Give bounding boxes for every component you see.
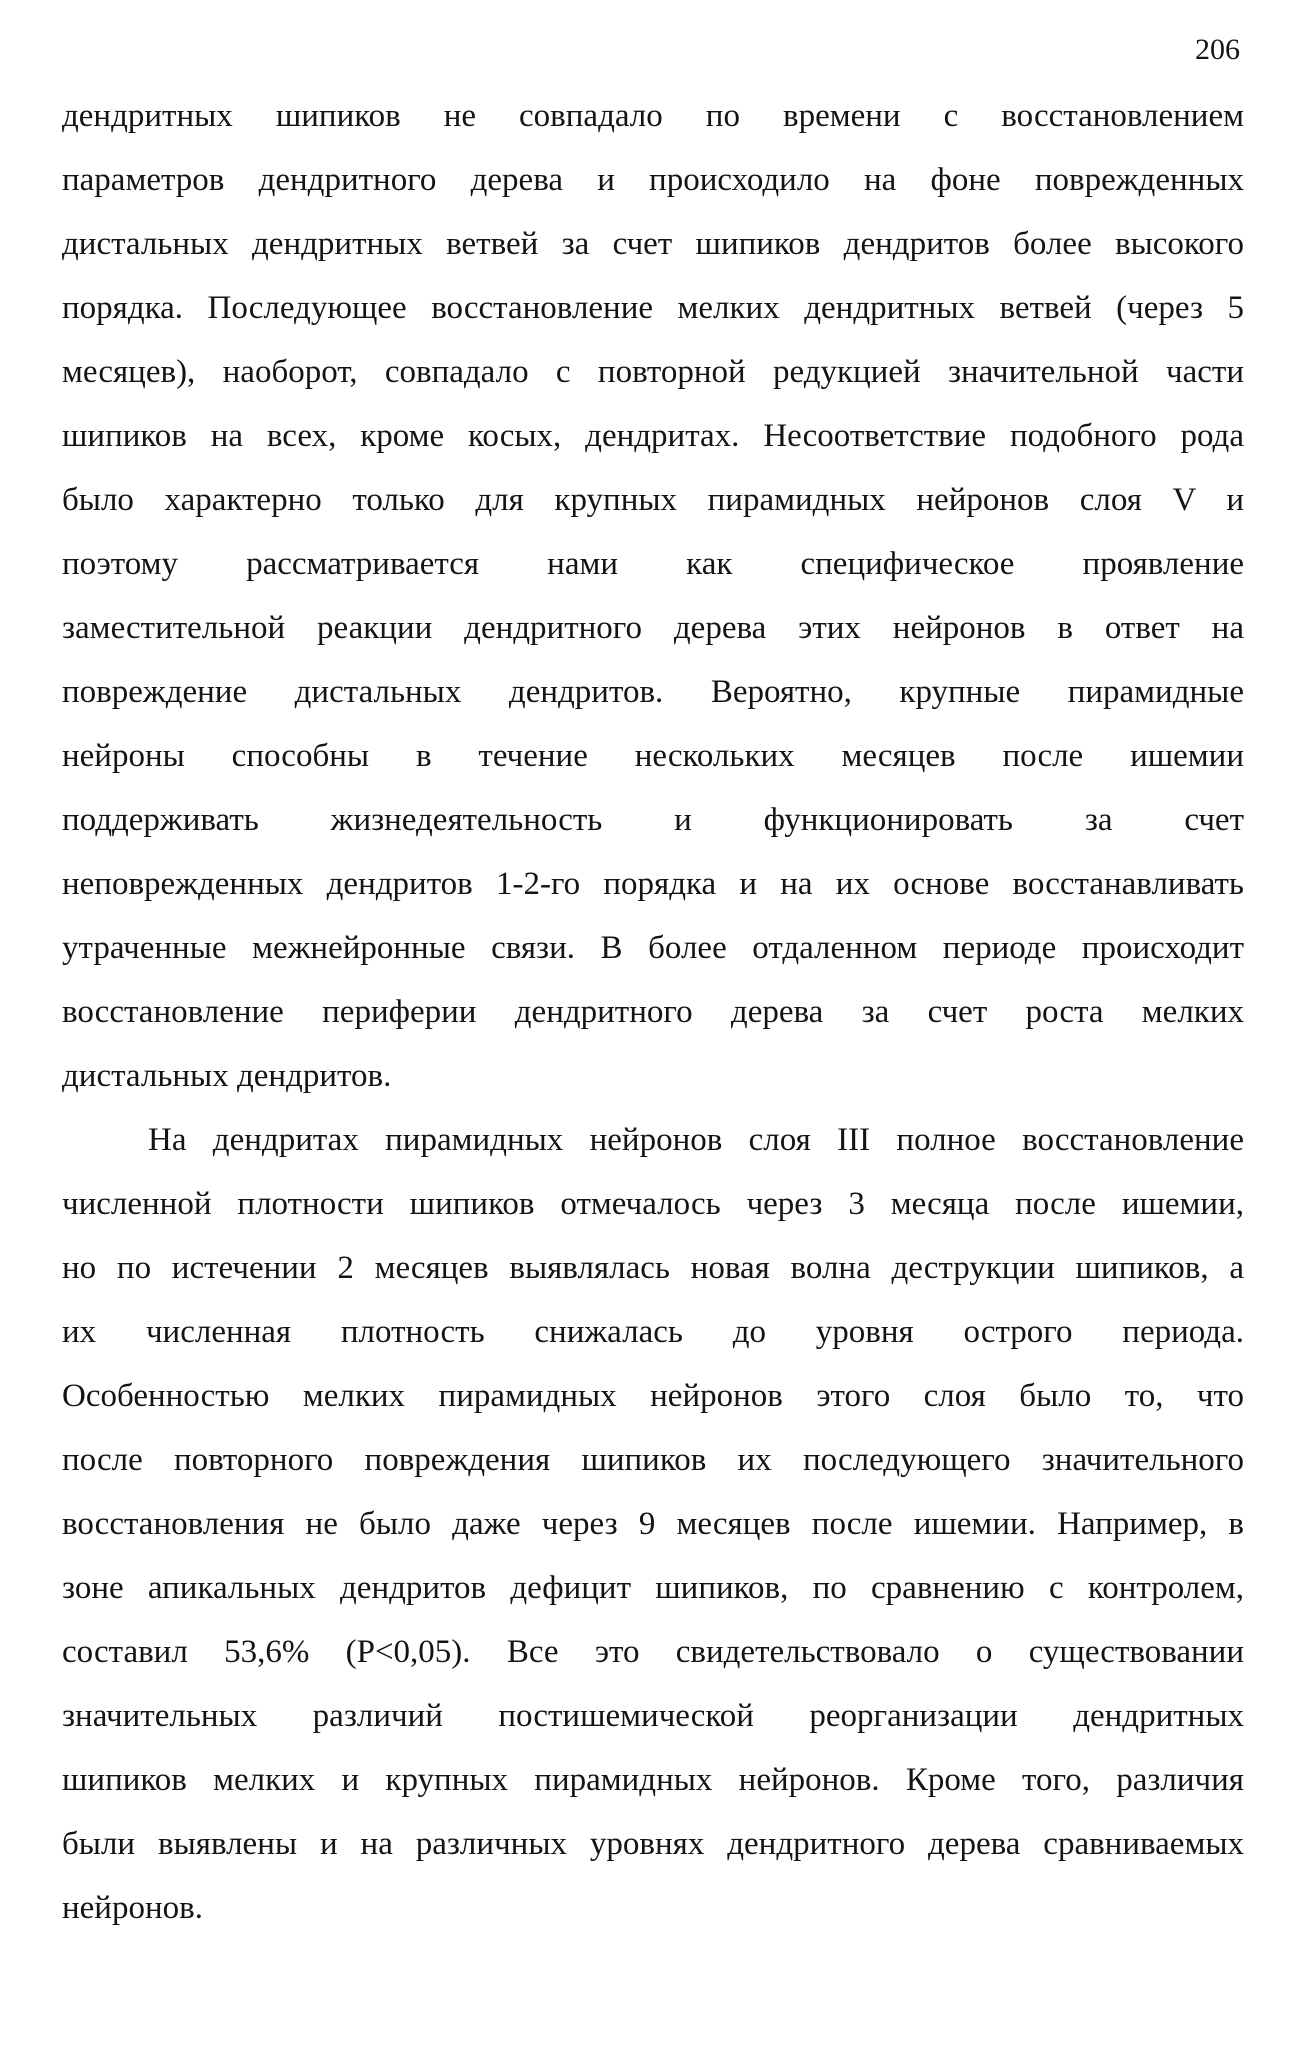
text-line: численной плотности шипиков отмечалось через 3 месяца после ишемии, [62,1186,1244,1222]
text-line: их численная плотность снижалась до уровня острого периода. [62,1314,1244,1350]
text-line: нейроны способны в течение нескольких месяцев после ишемии [62,738,1244,774]
text-line: дистальных дендритов. [62,1058,392,1094]
text-line: после повторного повреждения шипиков их последующего значительного [62,1442,1244,1478]
text-line: шипиков на всех, кроме косых, дендритах. Несоответствие подобного рода [62,418,1244,454]
text-line: месяцев), наоборот, совпадало с повторной редукцией значительной части [62,354,1244,390]
text-line: нейронов. [62,1890,203,1926]
paragraph-first-line: На дендритах пирамидных нейронов слоя III полное восстановление [148,1122,1244,1158]
text-line: шипиков мелких и крупных пирамидных нейронов. Кроме того, различия [62,1762,1244,1798]
text-line: утраченные межнейронные связи. В более отдаленном периоде происходит [62,930,1244,966]
text-line: неповрежденных дендритов 1-2-го порядка и на их основе восстанавливать [62,866,1244,902]
text-line: дистальных дендритных ветвей за счет шипиков дендритов более высокого [62,226,1244,262]
text-line: Особенностью мелких пирамидных нейронов этого слоя было то, что [62,1378,1244,1414]
text-line: составил 53,6% (P<0,05). Все это свидетельствовало о существовании [62,1634,1244,1670]
text-line: порядка. Последующее восстановление мелких дендритных ветвей (через 5 [62,290,1244,326]
text-line: поэтому рассматривается нами как специфическое проявление [62,546,1244,582]
text-line: восстановление периферии дендритного дерева за счет роста мелких [62,994,1244,1030]
text-line: заместительной реакции дендритного дерева этих нейронов в ответ на [62,610,1244,646]
text-line: параметров дендритного дерева и происходило на фоне поврежденных [62,162,1244,198]
text-line: но по истечении 2 месяцев выявлялась новая волна деструкции шипиков, а [62,1250,1244,1286]
text-line: поддерживать жизнедеятельность и функционировать за счет [62,802,1244,838]
text-line: значительных различий постишемической реорганизации дендритных [62,1698,1244,1734]
text-line: зоне апикальных дендритов дефицит шипиков, по сравнению с контролем, [62,1570,1244,1606]
page-number: 206 [1195,33,1240,66]
text-line: были выявлены и на различных уровнях дендритного дерева сравниваемых [62,1826,1244,1862]
text-line: восстановления не было даже через 9 месяцев после ишемии. Например, в [62,1506,1244,1542]
text-line: повреждение дистальных дендритов. Вероятно, крупные пирамидные [62,674,1244,710]
text-line: было характерно только для крупных пирамидных нейронов слоя V и [62,482,1244,518]
body-text [62,84,1244,1940]
text-line: дендритных шипиков не совпадало по времени с восстановлением [62,98,1244,134]
